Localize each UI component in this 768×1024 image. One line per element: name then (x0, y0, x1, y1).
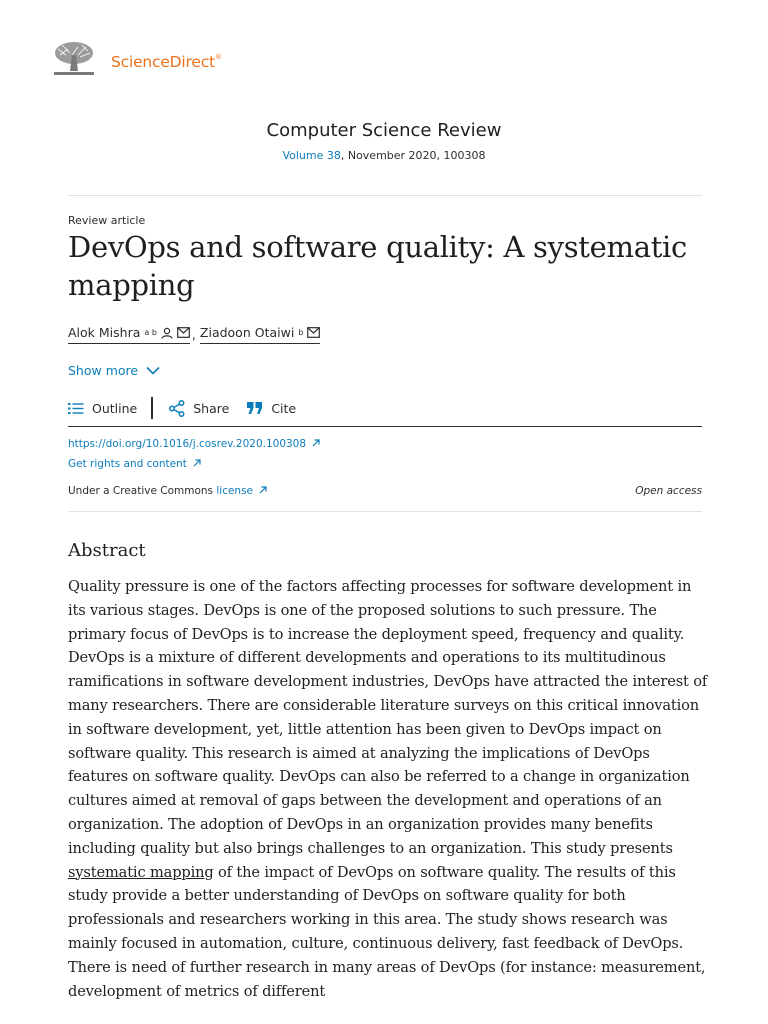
volume-info: Volume 38, November 2020, 100308 (282, 149, 486, 162)
open-access-label: Open access (635, 485, 702, 497)
article-toolbar (68, 397, 296, 419)
rights-link[interactable]: Get rights and content (68, 458, 201, 470)
author-list (68, 325, 320, 344)
abstract-heading: Abstract (68, 540, 146, 561)
divider (68, 511, 702, 512)
cite-button[interactable]: Cite (247, 401, 296, 416)
systematic-mapping-link[interactable]: systematic mapping (68, 863, 214, 881)
divider (68, 195, 702, 196)
envelope-icon (177, 327, 190, 338)
outline-button[interactable]: Outline (68, 401, 137, 416)
sciencedirect-brand[interactable]: ScienceDirect® (111, 53, 222, 71)
external-link-icon (312, 439, 320, 447)
journal-title[interactable]: Computer Science Review (266, 120, 502, 141)
person-icon (161, 327, 173, 339)
doi-link[interactable]: https://doi.org/10.1016/j.cosrev.2020.100308 (68, 438, 320, 450)
author-ziadoon-otaiwi[interactable]: Ziadoon Otaiwi b (200, 325, 320, 344)
license-link[interactable]: license (216, 485, 254, 497)
article-title: DevOps and software quality: A systematic mapping (68, 230, 687, 302)
volume-link[interactable]: Volume 38 (282, 149, 341, 162)
external-link-icon (259, 486, 267, 494)
envelope-icon (307, 327, 320, 338)
share-button[interactable]: Share (169, 400, 229, 417)
share-icon (169, 400, 185, 417)
show-more-button[interactable]: Show more (68, 363, 160, 378)
author-separator: , (191, 327, 196, 342)
quote-icon (247, 402, 263, 414)
toolbar-divider (68, 426, 702, 427)
author-alok-mishra[interactable]: Alok Mishra a b (68, 325, 190, 344)
license-notice: Under a Creative Commons license (68, 485, 267, 497)
elsevier-logo[interactable] (52, 41, 96, 79)
abstract-text: Quality pressure is one of the factors affecting processes for software development in its various stages. DevOps is one of the proposed solutions to such pressure. The primary focus of DevOps is to increase the deployment speed, frequency and quality. DevOps is a mixture of different developments and operations to its multitudinous ramifications in software development industries, DevOps have attracted the interest of many researchers. There are considerable literature surveys on this critical innovation in software development, yet, little attention has been given to DevOps impact on software quality. This research is aimed at analyzing the implications of DevOps features on software quality. DevOps can also be referred to a change in organization cultures aimed at removal of gaps between the development and operations of an organization. The adoption of DevOps in an organization provides many benefits including quality but also brings challenges to an organization. This study presents systematic mapping of the impact of DevOps on software quality. The results of this study provide a better understanding of DevOps on software quality for both professionals and researchers working in this area. The study shows research was mainly focused in automation, culture, continuous delivery, fast feedback of DevOps. There is need of further research in many areas of DevOps (for instance: measurement, development of metrics of different (68, 578, 708, 1000)
toolbar-separator (151, 397, 153, 419)
article-type: Review article (68, 214, 146, 227)
external-link-icon (193, 459, 201, 467)
chevron-down-icon (146, 366, 160, 375)
list-icon (68, 402, 84, 415)
